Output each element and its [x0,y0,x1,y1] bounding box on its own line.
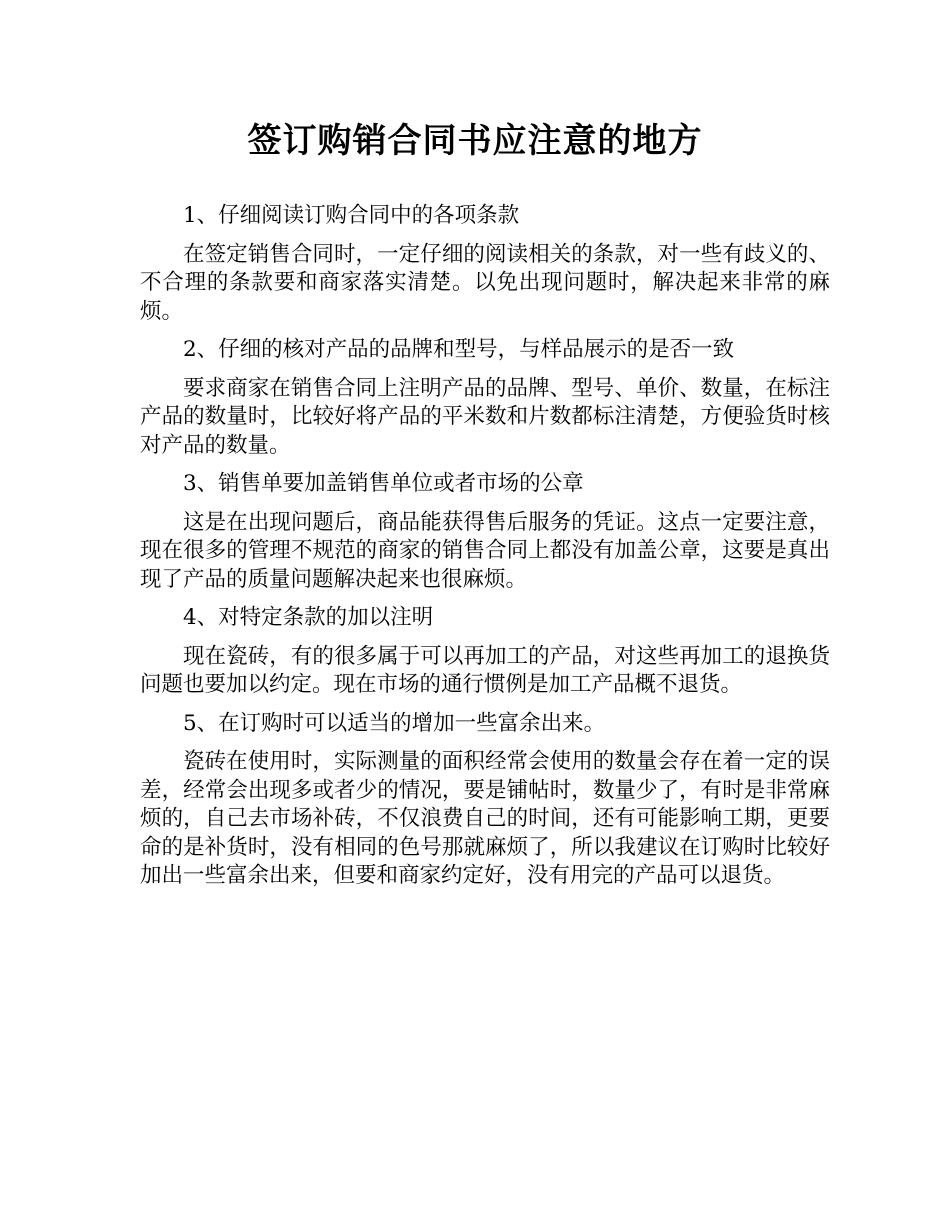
heading-1: 1、仔细阅读订购合同中的各项条款 [183,203,520,228]
paragraph-3: 这是在出现问题后，商品能获得售后服务的凭证。这点一定要注意，现在很多的管理不规范的商家的销售合同上都没有加盖公章，这要是真出现了产品的质量问题解决起来也很麻烦。 [140,509,830,592]
paragraph-2: 要求商家在销售合同上注明产品的品牌、型号、单价、数量，在标注产品的数量时，比较好将产品的平米数和片数都标注清楚，方便验货时核对产品的数量。 [140,375,830,458]
paragraph-4: 现在瓷砖，有的很多属于可以再加工的产品，对这些再加工的退换货问题也要加以约定。现在市场的通行惯例是加工产品概不退货。 [140,643,830,697]
page-title: 签订购销合同书应注意的地方 [247,121,703,161]
heading-2: 2、仔细的核对产品的品牌和型号，与样品展示的是否一致 [183,337,735,362]
paragraph-5: 瓷砖在使用时，实际测量的面积经常会使用的数量会存在着一定的误差，经常会出现多或者少的情况，要是铺帖时，数量少了，有时是非常麻烦的，自己去市场补砖，不仅浪费自己的时间，还有可能影响工期，更要命的是补货时，没有相同的色号那就麻烦了，所以我建议在订购时比较好加出一些富余出来，但要和商家约定好，没有用完的产品可以退货。 [140,749,830,888]
paragraph-1: 在签定销售合同时，一定仔细的阅读相关的条款，对一些有歧义的、不合理的条款要和商家落实清楚。以免出现问题时，解决起来非常的麻烦。 [140,241,830,324]
heading-4: 4、对特定条款的加以注明 [183,605,434,630]
document-body [140,202,830,901]
heading-5: 5、在订购时可以适当的增加一些富余出来。 [183,710,606,736]
heading-3: 3、销售单要加盖销售单位或者市场的公章 [183,471,584,496]
